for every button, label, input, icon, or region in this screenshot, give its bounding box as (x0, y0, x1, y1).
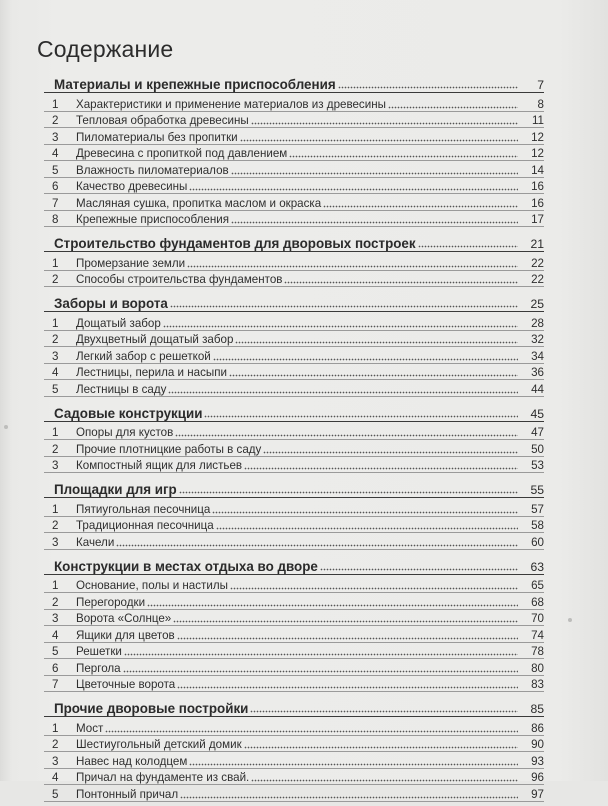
entry-title: Дощатый забор (76, 316, 161, 330)
leader-dots (163, 325, 518, 328)
leader-dots (289, 155, 518, 158)
entry-page-number: 8 (537, 97, 544, 111)
leader-dots (179, 491, 518, 494)
toc-entry (44, 254, 544, 271)
entry-title: Причал на фундаменте из свай. (76, 771, 250, 784)
entry-page-number: 60 (531, 535, 544, 549)
toc-entry (44, 424, 544, 441)
leader-dots (213, 358, 518, 361)
entry-number: 3 (52, 535, 59, 549)
entry-title: Промерзание земли (76, 256, 186, 270)
entry-page-number: 17 (531, 213, 544, 226)
entry-title: Характеристики и применение материалов из древесины (76, 97, 386, 111)
section-heading (44, 554, 544, 575)
section-title: Конструкции в местах отдыха во дворе (54, 558, 318, 574)
leader-dots (189, 188, 518, 191)
toc-entry (44, 211, 544, 228)
leader-dots (175, 434, 518, 437)
entry-title: Влажность пиломатериалов (76, 163, 229, 177)
toc-entry (44, 643, 544, 660)
entry-page-number: 78 (531, 645, 544, 658)
entry-number: 3 (52, 349, 59, 363)
entry-page-number: 50 (531, 442, 544, 456)
entry-page-number: 90 (531, 738, 544, 751)
leader-dots (320, 568, 518, 571)
leader-dots (240, 139, 518, 142)
leader-dots (123, 670, 518, 673)
entry-number: 3 (52, 754, 59, 768)
section-page-number: 85 (530, 702, 544, 716)
toc-entry (44, 364, 544, 381)
entry-page-number: 70 (531, 612, 544, 625)
entry-number: 2 (52, 595, 59, 609)
entry-page-number: 28 (531, 316, 544, 330)
leader-dots (189, 763, 518, 766)
entry-page-number: 16 (531, 180, 544, 193)
entry-title: Мост (76, 721, 104, 735)
entry-number: 3 (52, 612, 59, 625)
leader-dots (177, 637, 518, 640)
entry-number: 8 (52, 213, 59, 226)
entry-page-number: 12 (531, 130, 544, 144)
leader-dots (204, 415, 518, 418)
leader-dots (168, 391, 518, 394)
entry-number: 2 (52, 738, 59, 751)
entry-number: 1 (52, 721, 59, 735)
entry-page-number: 12 (531, 147, 544, 160)
leader-dots (231, 172, 518, 175)
entry-number: 4 (52, 771, 59, 784)
section-page-number: 45 (530, 406, 544, 421)
toc-section (44, 291, 544, 397)
leader-dots (229, 374, 518, 377)
entry-number: 5 (52, 645, 59, 658)
entry-title: Древесина с пропиткой под давлением (76, 147, 288, 160)
toc-entry (44, 145, 544, 162)
entry-title: Ворота «Солнце» (76, 612, 172, 625)
entry-title: Опоры для кустов (76, 426, 174, 439)
toc-section (44, 401, 544, 474)
toc-section (44, 696, 544, 802)
page-speck (568, 618, 572, 622)
section-page-number: 21 (530, 237, 544, 251)
entry-number: 2 (52, 273, 59, 286)
section-title: Площадки для игр (54, 482, 177, 497)
entry-title: Навес над колодцем (76, 754, 188, 768)
section-heading (44, 72, 544, 93)
entry-page-number: 83 (531, 678, 544, 691)
toc-entry (44, 194, 544, 211)
leader-dots (263, 451, 518, 454)
entry-number: 1 (52, 256, 59, 270)
leader-dots (105, 730, 518, 733)
toc-entry (44, 95, 544, 112)
entry-number: 1 (52, 579, 59, 592)
leader-dots (244, 467, 518, 470)
toc-section (44, 477, 544, 550)
section-title: Садовые конструкции (54, 405, 203, 421)
leader-dots (180, 796, 518, 799)
entry-page-number: 53 (531, 459, 544, 472)
entry-title: Качество древесины (76, 180, 188, 193)
entry-number: 7 (52, 196, 59, 210)
section-heading (44, 401, 544, 422)
section-heading (44, 696, 544, 717)
entry-title: Прочие плотницкие работы в саду (76, 442, 262, 456)
entry-number: 1 (52, 426, 59, 439)
section-heading (44, 231, 544, 252)
leader-dots (284, 281, 518, 284)
section-title: Прочие дворовые постройки (54, 701, 249, 716)
entry-number: 4 (52, 628, 59, 642)
section-page-number: 25 (530, 297, 544, 311)
entry-title: Пятиугольная песочница (76, 502, 211, 516)
toc-entry (44, 577, 544, 594)
entry-title: Пергола (76, 661, 121, 675)
entry-page-number: 22 (531, 273, 544, 286)
entry-title: Способы строительства фундаментов (76, 273, 283, 286)
toc-entry (44, 331, 544, 348)
leader-dots (388, 106, 518, 109)
entry-number: 5 (52, 163, 59, 177)
toc-entry (44, 271, 544, 288)
toc-entry (44, 610, 544, 627)
entry-number: 1 (52, 97, 59, 111)
toc-entry (44, 457, 544, 474)
leader-dots (230, 587, 518, 590)
entry-number: 1 (52, 316, 59, 330)
entry-title: Перегородки (76, 595, 146, 609)
entry-title: Основание, полы и настилы (76, 579, 228, 592)
toc-entry (44, 517, 544, 534)
entry-title: Ящики для цветов (76, 628, 175, 642)
toc-entry (44, 128, 544, 145)
toc-entry (44, 533, 544, 550)
section-title: Материалы и крепежные приспособления (54, 77, 336, 92)
entry-title: Шестиугольный детский домик (76, 738, 242, 751)
entry-title: Пиломатериалы без пропитки (76, 130, 238, 144)
toc-entry (44, 178, 544, 195)
entry-title: Понтонный причал (76, 787, 179, 801)
entry-number: 2 (52, 114, 59, 127)
entry-number: 2 (52, 519, 59, 532)
entry-page-number: 47 (531, 426, 544, 439)
section-title: Строительство фундаментов для дворовых построек (54, 236, 416, 251)
leader-dots (250, 710, 518, 713)
section-page-number: 63 (530, 559, 544, 574)
page-title: Содержание (37, 36, 174, 62)
leader-dots (212, 511, 518, 514)
entry-title: Традиционная песочница (76, 519, 214, 532)
entry-number: 7 (52, 678, 59, 691)
entry-number: 5 (52, 382, 59, 396)
toc-entry (44, 785, 544, 802)
toc-entry (44, 161, 544, 178)
entry-title: Легкий забор с решеткой (76, 349, 211, 363)
entry-page-number: 93 (531, 754, 544, 768)
leader-dots (418, 245, 518, 248)
toc-entry (44, 659, 544, 676)
leader-dots (173, 620, 518, 623)
leader-dots (124, 653, 518, 656)
entry-page-number: 11 (531, 114, 544, 127)
section-page-number: 7 (537, 78, 544, 92)
leader-dots (251, 122, 518, 125)
entry-page-number: 74 (531, 628, 544, 642)
entry-page-number: 14 (531, 163, 544, 177)
entry-page-number: 32 (531, 333, 544, 346)
entry-title: Решетки (76, 645, 122, 658)
toc-entry (44, 736, 544, 753)
section-page-number: 55 (530, 483, 544, 497)
entry-number: 5 (52, 787, 59, 801)
toc-entry (44, 676, 544, 693)
toc-entry (44, 380, 544, 397)
leader-dots (231, 221, 518, 224)
toc-entry (44, 752, 544, 769)
leader-dots (216, 527, 518, 530)
leader-dots (244, 746, 518, 749)
entry-page-number: 57 (531, 502, 544, 516)
entry-number: 3 (52, 130, 59, 144)
entry-page-number: 65 (531, 579, 544, 592)
table-of-contents (44, 72, 544, 806)
section-title: Заборы и ворота (54, 296, 168, 311)
toc-section (44, 231, 544, 287)
entry-page-number: 97 (531, 787, 544, 801)
entry-page-number: 96 (531, 771, 544, 784)
entry-page-number: 68 (531, 595, 544, 609)
entry-number: 2 (52, 442, 59, 456)
section-heading (44, 291, 544, 312)
toc-section (44, 554, 544, 693)
leader-dots (235, 341, 518, 344)
toc-entry (44, 440, 544, 457)
entry-title: Крепежные приспособления (76, 213, 229, 226)
entry-title: Лестницы в саду (76, 382, 167, 396)
page-speck (4, 425, 8, 429)
entry-page-number: 86 (531, 721, 544, 735)
toc-entry (44, 626, 544, 643)
toc-entry (44, 112, 544, 129)
toc-section (44, 72, 544, 227)
entry-number: 4 (52, 366, 59, 379)
entry-number: 3 (52, 459, 59, 472)
entry-number: 6 (52, 661, 59, 675)
entry-page-number: 22 (531, 256, 544, 270)
leader-dots (177, 686, 518, 689)
leader-dots (323, 205, 518, 208)
entry-title: Тепловая обработка древесины (76, 114, 249, 127)
entry-page-number: 16 (531, 196, 544, 210)
leader-dots (147, 604, 518, 607)
leader-dots (116, 544, 518, 547)
entry-page-number: 44 (531, 382, 544, 396)
toc-entry (44, 593, 544, 610)
toc-entry (44, 347, 544, 364)
entry-page-number: 36 (531, 366, 544, 379)
entry-title: Цветочные ворота (76, 678, 176, 691)
entry-page-number: 58 (531, 519, 544, 532)
entry-number: 1 (52, 502, 59, 516)
entry-number: 4 (52, 147, 59, 160)
toc-entry (44, 769, 544, 786)
entry-title: Лестницы, перила и насыпи (76, 366, 227, 379)
entry-title: Масляная сушка, пропитка маслом и окраска (76, 196, 322, 210)
entry-title: Компостный ящик для листьев (76, 459, 243, 472)
entry-title: Качели (76, 535, 115, 549)
leader-dots (170, 305, 518, 308)
entry-page-number: 34 (531, 349, 544, 363)
leader-dots (187, 265, 518, 268)
section-heading (44, 477, 544, 498)
entry-page-number: 80 (531, 661, 544, 675)
toc-entry (44, 314, 544, 331)
entry-number: 2 (52, 333, 59, 346)
entry-title: Двухцветный дощатый забор (76, 333, 234, 346)
toc-entry (44, 719, 544, 736)
leader-dots (338, 86, 518, 89)
entry-number: 6 (52, 180, 59, 193)
toc-entry (44, 500, 544, 517)
